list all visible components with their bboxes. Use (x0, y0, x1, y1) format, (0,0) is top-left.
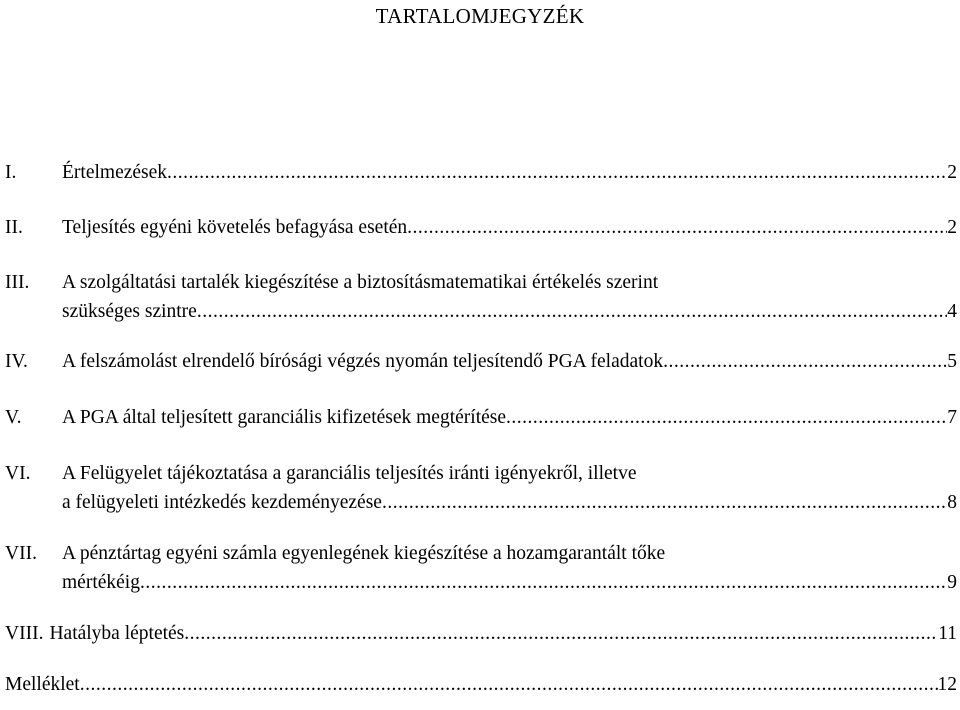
toc-entry-title: Teljesítés egyéni követelés befagyása esetén (62, 217, 408, 238)
toc-entry-page: 5 (947, 351, 957, 372)
toc-entry-title: Értelmezések (62, 162, 168, 183)
table-of-contents (5, 158, 957, 699)
toc-entry-title-continued: mértékéig (62, 572, 140, 593)
dot-leader (140, 568, 947, 597)
toc-entry[interactable] (5, 213, 957, 242)
toc-entry-page: 4 (947, 301, 957, 322)
toc-entry-number: VI. (5, 463, 31, 484)
toc-entry-number: IV. (5, 351, 28, 372)
toc-entry-number: III. (5, 272, 30, 293)
toc-entry-number: II. (5, 217, 23, 238)
toc-entry-title-continued: szükséges szintre (62, 301, 197, 322)
toc-entry-title: A pénztártag egyéni számla egyenlegének kiegészítése a hozamgarantált tőke (62, 543, 666, 564)
dot-leader (167, 158, 947, 187)
toc-entry-page: 2 (947, 162, 957, 183)
toc-entry-page: 9 (947, 572, 957, 593)
toc-entry-title: A szolgáltatási tartalék kiegészítése a biztosításmatematikai értékelés szerint (62, 272, 659, 293)
toc-entry[interactable] (5, 268, 957, 326)
toc-entry[interactable] (5, 158, 957, 187)
toc-entry-title: Hatályba léptetés (49, 623, 185, 644)
toc-entry[interactable] (5, 539, 957, 597)
dot-leader (663, 347, 947, 376)
toc-entry-title: A felszámolást elrendelő bírósági végzés nyomán teljesítendő PGA feladatok (62, 351, 664, 372)
toc-entry-number: VII. (5, 543, 37, 564)
toc-entry-page: 11 (938, 623, 957, 644)
dot-leader (382, 488, 947, 517)
toc-entry[interactable] (5, 459, 957, 517)
page-title: TARTALOMJEGYZÉK (375, 4, 585, 28)
toc-entry-title-continued: a felügyeleti intézkedés kezdeményezése (62, 492, 382, 513)
toc-entry-title: Melléklet (5, 674, 80, 695)
dot-leader (184, 619, 938, 648)
dot-leader (506, 403, 947, 432)
toc-entry-title: A Felügyelet tájékoztatása a garanciális teljesítés iránti igényekről, illetve (62, 463, 637, 484)
toc-entry-page: 12 (937, 674, 957, 695)
dot-leader (197, 297, 947, 326)
toc-entry-page: 2 (947, 217, 957, 238)
toc-entry-title: A PGA által teljesített garanciális kifizetések megtérítése (62, 407, 507, 428)
toc-entry-number: V. (5, 407, 22, 428)
toc-entry[interactable] (5, 403, 957, 432)
dot-leader (407, 213, 947, 242)
toc-entry[interactable] (5, 670, 957, 699)
toc-entry-number: I. (5, 162, 17, 183)
toc-entry-page: 8 (947, 492, 957, 513)
toc-entry-page: 7 (947, 407, 957, 428)
toc-entry[interactable] (5, 619, 957, 648)
dot-leader (80, 670, 938, 699)
toc-entry[interactable] (5, 347, 957, 376)
toc-entry-number: VIII. (5, 623, 44, 644)
